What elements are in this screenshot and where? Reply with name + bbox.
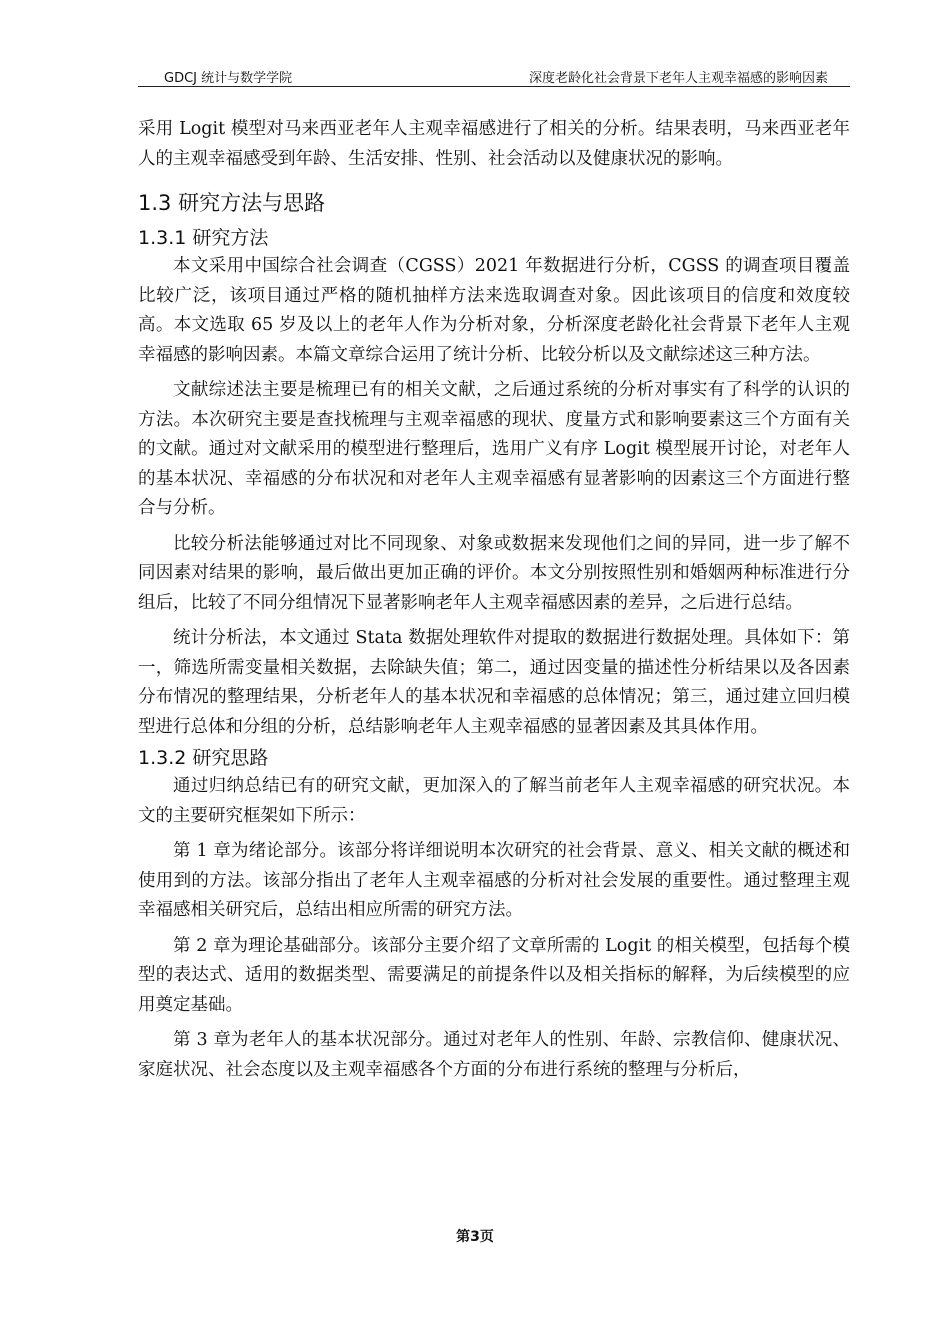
paragraph: 通过归纳总结已有的研究文献，更加深入的了解当前老年人主观幸福感的研究状况。本文的主要研究框架如下所示： (138, 776, 850, 826)
paragraph: 本文采用中国综合社会调查（CGSS）2021 年数据进行分析，CGSS 的调查项目覆盖比较广泛，该项目通过严格的随机抽样方法来选取调查对象。因此该项目的信度和效度较高。本文选取 65 岁及以上的老年人作为分析对象，分析深度老龄化社会背景下老年人主观幸福感的影响因素。本篇文章综合运用了统计分析、比较分析以及文献综述这三种方法。 (138, 256, 850, 365)
page-body (138, 115, 850, 1085)
paragraph: 第 3 章为老年人的基本状况部分。通过对老年人的性别、年龄、宗教信仰、健康状况、家庭状况、社会态度以及主观幸福感各个方面的分布进行系统的整理与分析后， (138, 1030, 850, 1080)
paragraph: 采用 Logit 模型对马来西亚老年人主观幸福感进行了相关的分析。结果表明，马来西亚老年人的主观幸福感受到年龄、生活安排、性别、社会活动以及健康状况的影响。 (138, 119, 850, 169)
paragraph: 文献综述法主要是梳理已有的相关文献，之后通过系统的分析对事实有了科学的认识的方法。本次研究主要是查找梳理与主观幸福感的现状、度量方式和影响要素这三个方面有关的文献。通过对文献采用的模型进行整理后，选用广义有序 Logit 模型展开讨论，对老年人的基本状况、幸福感的分布状况和对老年人主观幸福感有显著影响的因素这三个方面进行整合与分析。 (138, 380, 850, 518)
page-header (138, 64, 850, 87)
paragraph: 统计分析法，本文通过 Stata 数据处理软件对提取的数据进行数据处理。具体如下：第一，筛选所需变量相关数据，去除缺失值；第二，通过因变量的描述性分析结果以及各因素分布情况的整理结果，分析老年人的基本状况和幸福感的总体情况；第三，通过建立回归模型进行总体和分组的分析，总结影响老年人主观幸福感的显著因素及其具体作用。 (138, 628, 850, 737)
page-number: 第3页 (456, 1229, 494, 1245)
paragraph: 比较分析法能够通过对比不同现象、对象或数据来发现他们之间的异同，进一步了解不同因素对结果的影响，最后做出更加正确的评价。本文分别按照性别和婚姻两种标准进行分组后，比较了不同分组情况下显著影响老年人主观幸福感因素的差异，之后进行总结。 (138, 533, 850, 613)
subsection-heading: 1.3.1 研究方法 (138, 227, 269, 249)
header-school: GDCJ 统计与数学学院 (164, 71, 293, 86)
section-heading: 1.3 研究方法与思路 (138, 191, 326, 215)
header-thesis-title: 深度老龄化社会背景下老年人主观幸福感的影响因素 (528, 71, 828, 86)
paragraph: 第 2 章为理论基础部分。该部分主要介绍了文章所需的 Logit 的相关模型，包括每个模型的表达式、适用的数据类型、需要满足的前提条件以及相关指标的解释，为后续模型的应用奠定基础。 (138, 935, 850, 1015)
subsection-heading: 1.3.2 研究思路 (138, 747, 269, 769)
paragraph: 第 1 章为绪论部分。该部分将详细说明本次研究的社会背景、意义、相关文献的概述和使用到的方法。该部分指出了老年人主观幸福感的分析对社会发展的重要性。通过整理主观幸福感相关研究后，总结出相应所需的研究方法。 (138, 841, 850, 920)
